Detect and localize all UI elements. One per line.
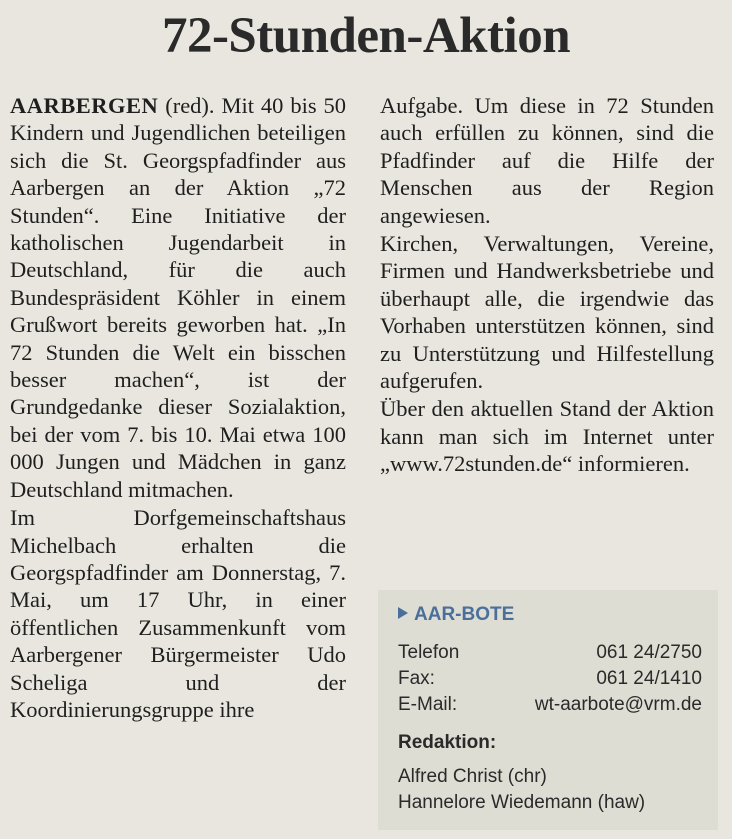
phone-value: 061 24/2750	[596, 642, 702, 663]
contact-infobox	[378, 590, 718, 830]
article-paragraph: Kirchen, Verwaltungen, Vereine, Firmen und Handwerksbetriebe und überhaupt alle, die irgendwie das Vorhaben unterstützen können, sind zu Unterstützung und Hilfestellung aufgerufen.	[380, 231, 714, 394]
phone-label: Telefon	[398, 642, 460, 663]
article-paragraph: Über den aktuellen Stand der Aktion kann man sich im Internet unter „www.72stunden.de“ informieren.	[380, 396, 714, 477]
article-paragraph: Im Dorfgemeinschaftshaus Michelbach erhalten die Georgspfadfinder am Donnerstag, 7. Mai, um 17 Uhr, in einer öffentlichen Zusammenkunft vom Aarbergener Bürgermeister Udo Scheliga und der Koordinierungsgruppe ihre	[10, 505, 346, 722]
fax-label: Fax:	[398, 668, 435, 689]
paragraph-text: (red). Mit 40 bis 50 Kindern und Jugendlichen beteiligen sich die St. Georgspfadfinder aus Aarbergen an der Aktion „72 Stunden“. Eine Initiative der katholischen Jugendarbeit in Deutschland, für die auch Bundespräsident Köhler in einem Grußwort bereits geworben hat. „In 72 Stunden die Welt ein bisschen besser machen“, ist der Grundgedanke dieser Sozialaktion, bei der vom 7. bis 10. Mai etwa 100 000 Jungen und Mädchen in ganz Deutschland mitmachen.	[10, 93, 346, 502]
editor-name: Hannelore Wiedemann (haw)	[398, 792, 646, 813]
article-column-left	[10, 92, 346, 723]
article-paragraph: Aufgabe. Um diese in 72 Stunden auch erfüllen zu können, sind die Pfadfinder auf die Hilfe der Menschen aus der Region angewiesen.	[380, 93, 714, 228]
email-value: wt-aarbote@vrm.de	[534, 694, 702, 715]
brand-label	[398, 604, 514, 626]
triangle-right-icon	[398, 607, 408, 619]
editor-name: Alfred Christ (chr)	[398, 766, 547, 787]
fax-value: 061 24/1410	[596, 668, 702, 689]
email-label: E-Mail:	[398, 694, 458, 715]
article-paragraph	[10, 92, 346, 503]
brand-name: AAR-BOTE	[414, 604, 515, 625]
dateline: AARBERGEN	[10, 93, 159, 118]
article-column-right	[380, 92, 714, 478]
headline: 72-Stunden-Aktion	[161, 8, 571, 64]
redaktion-heading: Redaktion:	[398, 732, 497, 753]
